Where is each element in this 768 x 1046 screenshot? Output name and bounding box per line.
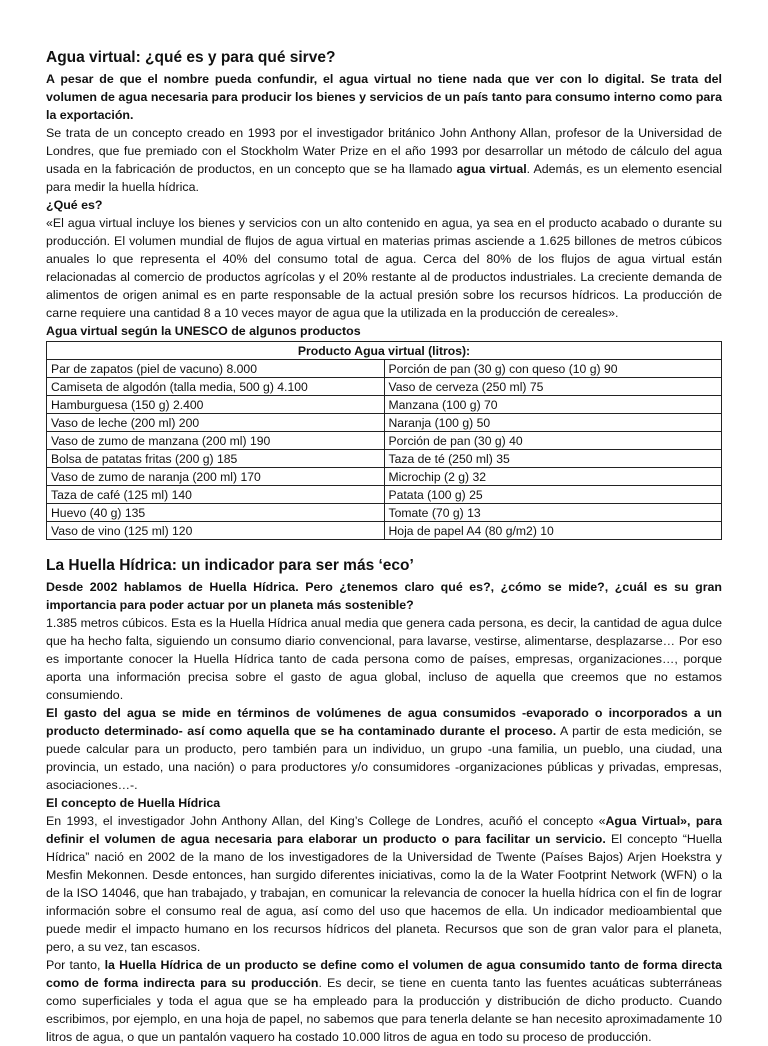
table-cell: Manzana (100 g) 70 — [384, 396, 722, 414]
table-row — [47, 486, 722, 504]
table-row — [47, 450, 722, 468]
table-row — [47, 396, 722, 414]
table-cell: Vaso de leche (200 ml) 200 — [47, 414, 385, 432]
table-cell: Huevo (40 g) 135 — [47, 504, 385, 522]
table-cell: Hoja de papel A4 (80 g/m2) 10 — [384, 522, 722, 540]
lead-paragraph-2: Desde 2002 hablamos de Huella Hídrica. Pero ¿tenemos claro qué es?, ¿cómo se mide?, ¿cuál es su gran importancia para poder actuar por un planeta más sostenible? — [46, 580, 722, 612]
paragraph-concepto: En 1993, el investigador John Anthony Allan, del King’s College de Londres, acuñó el concepto «Agua Virtual», para definir el volumen de agua necesaria para elaborar un producto o para facilitar un servicio. El concepto “Huella Hídrica” nació en 2002 de la mano de los investigadores de la Universidad de Twente (Países Bajos) Arjen Hoekstra y Mesfin Mekonnen. Desde entonces, han surgido diferentes iniciativas, como la de la Water Footprint Network (WFN) o la de la ISO 14046, que han trabajado, y trabajan, en comunicar la relevancia de conocer la huella hídrica con el fin de lograr información sobre el consumo real de agua, así como del uso que hacemos de ella. Un indicador medioambiental que puede medir el impacto humano en los recursos hídricos del planeta. Recursos que son de gran valor para el planeta, pero, a su vez, tan escasos. — [46, 814, 722, 954]
table-cell: Vaso de zumo de naranja (200 ml) 170 — [47, 468, 385, 486]
table-row — [47, 378, 722, 396]
table-title: Agua virtual según la UNESCO de algunos productos — [46, 324, 361, 338]
table-row — [47, 504, 722, 522]
section-title-agua-virtual: Agua virtual: ¿qué es y para qué sirve? — [46, 49, 336, 66]
table-cell: Taza de café (125 ml) 140 — [47, 486, 385, 504]
table-cell: Taza de té (250 ml) 35 — [384, 450, 722, 468]
table-cell: Porción de pan (30 g) con queso (10 g) 90 — [384, 360, 722, 378]
table-row — [47, 414, 722, 432]
paragraph-consumo: 1.385 metros cúbicos. Esta es la Huella Hídrica anual media que genera cada persona, es decir, la cantidad de agua dulce que ha hecho falta, siguiendo un consumo diario convencional, para lavarse, vestirse, alimentarse, desplazarse… Por eso es importante conocer la Huella Hídrica tanto de cada persona como de países, empresas, organizaciones…, porque aporta una información precisa sobre el gasto de agua global, incluso de aquella que creemos que no estamos consumiendo. — [46, 616, 722, 702]
paragraph-gasto: El gasto del agua se mide en términos de volúmenes de agua consumidos -evaporado o incorporados a un producto determinado- así como aquella que se ha contaminado durante el proceso. A partir de esta medición, se puede calcular para un producto, pero también para un individuo, un grupo -una familia, un pueblo, una ciudad, una provincia, un estado, una nación) o para productores y/o consumidores -organizaciones públicas y privadas, empresas, asociaciones…-. — [46, 706, 722, 792]
table-cell: Vaso de cerveza (250 ml) 75 — [384, 378, 722, 396]
table-cell: Naranja (100 g) 50 — [384, 414, 722, 432]
section-title-huella: La Huella Hídrica: un indicador para ser más ‘eco’ — [46, 557, 414, 574]
water-table — [46, 341, 722, 540]
table-cell: Porción de pan (30 g) 40 — [384, 432, 722, 450]
subheading-concepto: El concepto de Huella Hídrica — [46, 796, 221, 810]
table-cell: Vaso de vino (125 ml) 120 — [47, 522, 385, 540]
lead-paragraph: A pesar de que el nombre pueda confundir, el agua virtual no tiene nada que ver con lo digital. Se trata del volumen de agua necesaria para producir los bienes y servicios de un país tanto para consumo interno como para la exportación. — [46, 72, 722, 122]
table-row — [47, 360, 722, 378]
table-cell: Hamburguesa (150 g) 2.400 — [47, 396, 385, 414]
table-cell: Tomate (70 g) 13 — [384, 504, 722, 522]
paragraph-origin: Se trata de un concepto creado en 1993 por el investigador británico John Anthony Allan, profesor de la Universidad de Londres, que fue premiado con el Stockholm Water Prize en el año 1993 por desarrollar un método de cálculo del agua usada en la fabricación de productos, en un concepto que se ha llamado agua virtual. Además, es un elemento esencial para medir la huella hídrica. — [46, 126, 722, 194]
table-row — [47, 468, 722, 486]
table-cell: Patata (100 g) 25 — [384, 486, 722, 504]
table-row — [47, 522, 722, 540]
table-header: Producto Agua virtual (litros): — [47, 342, 722, 360]
table-row — [47, 432, 722, 450]
subheading-que-es: ¿Qué es? — [46, 198, 103, 212]
paragraph-definicion: Por tanto, la Huella Hídrica de un producto se define como el volumen de agua consumido tanto de forma directa como de forma indirecta para su producción. Es decir, se tiene en cuenta tanto las fuentes acuáticas subterráneas como superficiales y toda el agua que se ha empleado para la producción y distribución de dicho producto. Cuando escribimos, por ejemplo, en una hoja de papel, no sabemos que para tenerla delante se han necesito aproximadamente 10 litros de agua, o que un pantalón vaquero ha costado 10.000 litros de agua en todo su proceso de producción. — [46, 958, 723, 1044]
quote-paragraph: «El agua virtual incluye los bienes y servicios con un alto contenido en agua, ya sea en el producto acabado o durante su producción. El volumen mundial de flujos de agua virtual en materias primas asciende a 1.625 billones de metros cúbicos anuales lo que representa el 40% del consumo total de agua. Cerca del 80% de los flujos de agua virtual están relacionadas al comercio de productos agrícolas y el 20% restante al de productos industriales. La creciente demanda de alimentos de origen animal es en parte responsable de la actual presión sobre los recursos hídricos. La producción de carne requiere una cantidad 8 a 10 veces mayor de agua que la utilizada en la producción de cereales». — [46, 216, 722, 320]
table-cell: Par de zapatos (piel de vacuno) 8.000 — [47, 360, 385, 378]
table-cell: Camiseta de algodón (talla media, 500 g) 4.100 — [47, 378, 385, 396]
table-cell: Vaso de zumo de manzana (200 ml) 190 — [47, 432, 385, 450]
table-cell: Bolsa de patatas fritas (200 g) 185 — [47, 450, 385, 468]
table-cell: Microchip (2 g) 32 — [384, 468, 722, 486]
